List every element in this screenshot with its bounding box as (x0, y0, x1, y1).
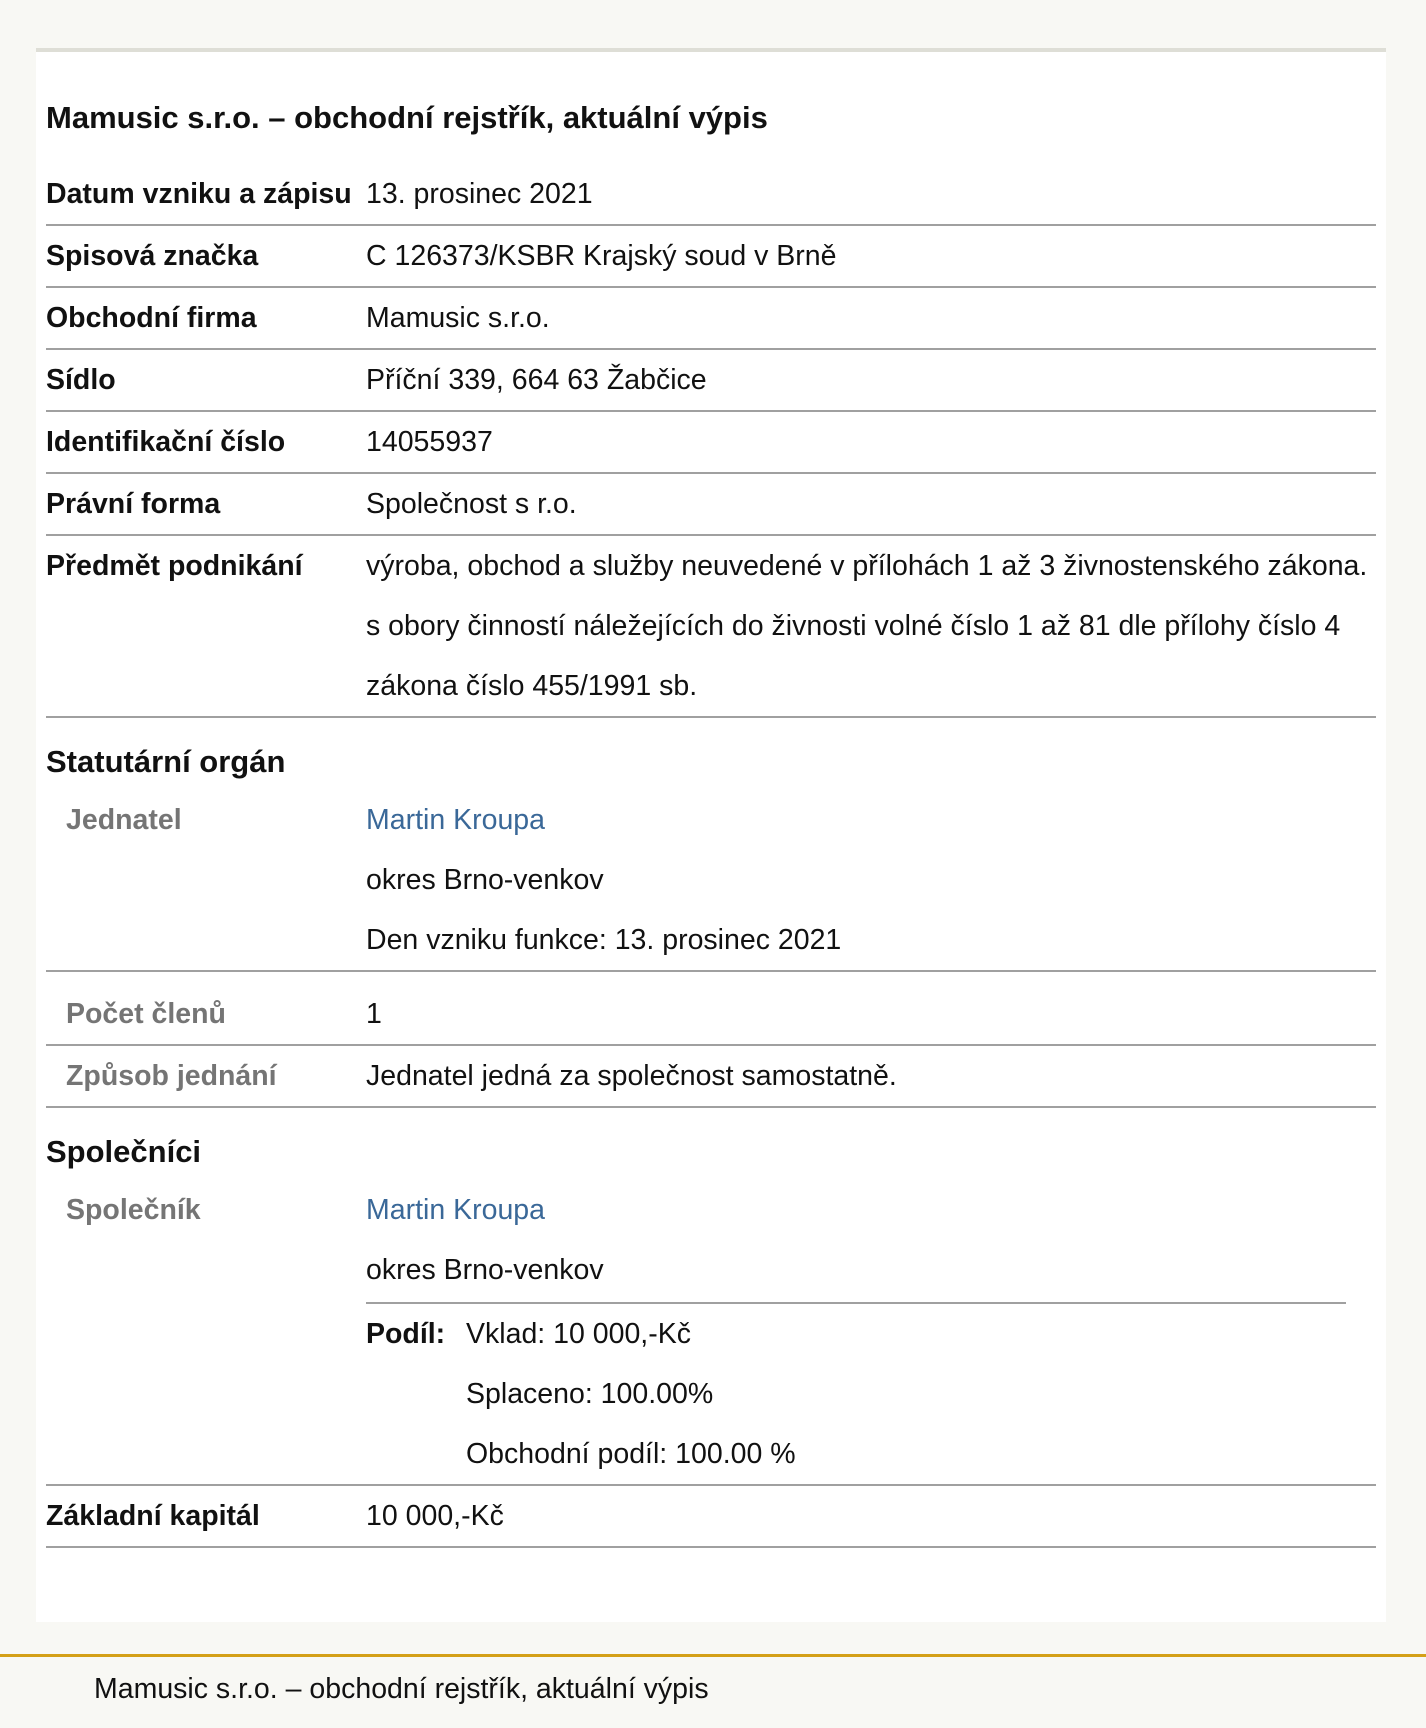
section-heading-spolecnici: Společníci (46, 1134, 202, 1169)
row-spisova-znacka (46, 226, 1376, 288)
row-zpusob-jednani (46, 1046, 1376, 1108)
row-label: Sídlo (46, 364, 116, 396)
row-label: Společník (66, 1194, 201, 1226)
row-label: Identifikační číslo (46, 426, 286, 458)
row-label: Počet členů (66, 998, 226, 1030)
row-label: Způsob jednání (66, 1060, 277, 1092)
row-value: Společnost s r.o. (366, 488, 577, 520)
row-spolecnik (46, 1180, 1376, 1486)
row-jednatel (46, 790, 1376, 972)
page-title: Mamusic s.r.o. – obchodní rejstřík, aktuální výpis (46, 100, 768, 135)
row-label: Datum vzniku a zápisu (46, 178, 352, 210)
row-identifikacni-cislo (46, 412, 1376, 474)
podil-vklad: Vklad: 10 000,-Kč (466, 1318, 691, 1350)
register-extract-card (36, 48, 1386, 1622)
row-value: 1 (366, 998, 382, 1030)
footer (0, 1654, 1426, 1728)
spolecnik-okres: okres Brno-venkov (366, 1254, 604, 1286)
podil-obchodni: Obchodní podíl: 100.00 % (466, 1438, 796, 1470)
row-obchodni-firma (46, 288, 1376, 350)
jednatel-funkce: Den vzniku funkce: 13. prosinec 2021 (366, 924, 842, 956)
row-pravni-forma (46, 474, 1376, 536)
row-value: výroba, obchod a služby neuvedené v přílohách 1 až 3 živnostenského zákona. s obory činností náležejících do živnosti volné číslo 1 až 81 dle přílohy číslo 4 zákona číslo 455/1991 sb. (366, 550, 1368, 702)
row-value: 14055937 (366, 426, 493, 458)
row-pocet-clenu (46, 984, 1376, 1046)
row-value: Mamusic s.r.o. (366, 302, 550, 334)
row-datum (46, 164, 1376, 226)
jednatel-okres: okres Brno-venkov (366, 864, 604, 896)
podil-details (466, 1304, 796, 1484)
row-value: 13. prosinec 2021 (366, 178, 593, 210)
row-predmet-podnikani (46, 536, 1376, 718)
row-sidlo (46, 350, 1376, 412)
podil-splaceno: Splaceno: 100.00% (466, 1378, 714, 1410)
section-heading-statutarni-organ: Statutární orgán (46, 744, 286, 779)
row-value: Jednatel jedná za společnost samostatně. (366, 1060, 897, 1092)
row-value: Příční 339, 664 63 Žabčice (366, 364, 707, 396)
footer-text: Mamusic s.r.o. – obchodní rejstřík, aktuální výpis (94, 1673, 709, 1705)
row-value: C 126373/KSBR Krajský soud v Brně (366, 240, 837, 272)
row-value (366, 1180, 1376, 1484)
podil-label: Podíl: (366, 1318, 446, 1350)
row-label: Jednatel (66, 804, 182, 836)
jednatel-name-link[interactable]: Martin Kroupa (366, 804, 546, 836)
row-label: Právní forma (46, 488, 221, 520)
row-value: 10 000,-Kč (366, 1500, 504, 1532)
row-value (366, 790, 1376, 970)
row-label: Obchodní firma (46, 302, 257, 334)
spolecnik-name-link[interactable]: Martin Kroupa (366, 1194, 546, 1226)
row-label: Spisová značka (46, 240, 259, 272)
spolecnik-podil (366, 1302, 1346, 1484)
row-label: Základní kapitál (46, 1500, 260, 1532)
row-label: Předmět podnikání (46, 550, 303, 582)
row-zakladni-kapital (46, 1486, 1376, 1548)
